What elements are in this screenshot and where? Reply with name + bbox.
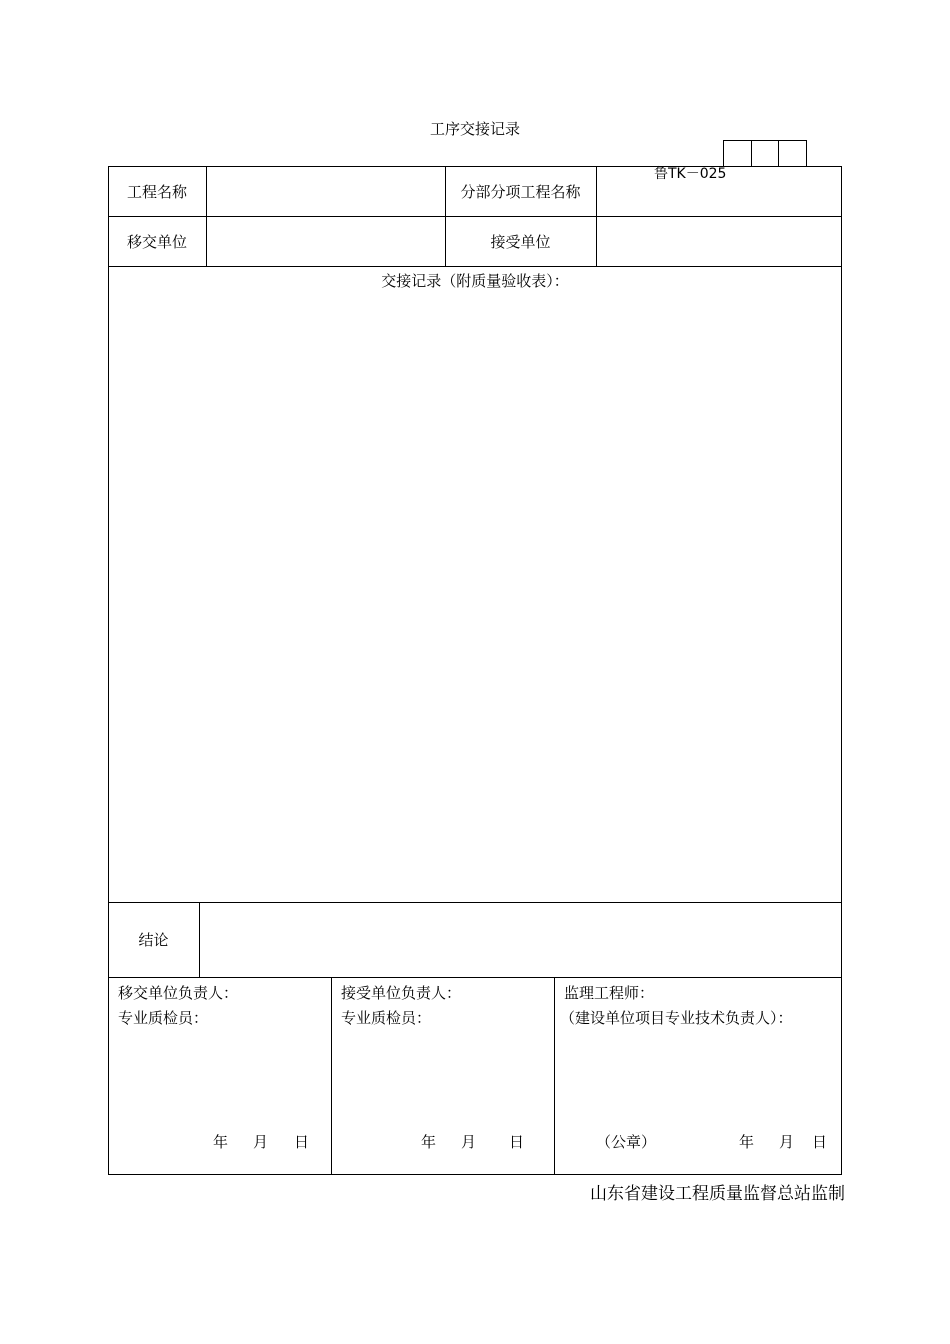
col3-year-label: 年	[739, 1133, 755, 1151]
receive-unit-field[interactable]	[597, 217, 841, 266]
transfer-unit-field[interactable]	[207, 217, 445, 266]
col1-day-label: 日	[294, 1133, 310, 1151]
transfer-quality-inspector-label: 专业质检员：	[118, 1009, 209, 1027]
table-bottom-border	[108, 1174, 842, 1175]
col3-day-label: 日	[812, 1133, 828, 1151]
sub-project-field[interactable]	[597, 167, 841, 216]
code-box-1	[723, 140, 752, 166]
transfer-unit-label: 移交单位	[126, 232, 187, 251]
signature-col-divider-1	[331, 977, 332, 1174]
document-title: 工序交接记录	[429, 120, 520, 138]
form-code: 鲁TK－025	[654, 166, 727, 182]
col3-month-label: 月	[779, 1133, 795, 1151]
col1-month-label: 月	[253, 1133, 269, 1151]
signature-col-divider-2	[554, 977, 555, 1174]
conclusion-label: 结论	[138, 931, 169, 949]
col2-year-label: 年	[421, 1133, 437, 1151]
sub-project-label: 分部分项工程名称	[460, 182, 581, 201]
row-divider-4	[108, 977, 842, 978]
receive-unit-head-label: 接受单位负责人：	[341, 984, 462, 1002]
code-box-3	[778, 140, 807, 166]
receive-quality-inspector-label: 专业质检员：	[341, 1009, 432, 1027]
owner-technical-head-label: （建设单位项目专业技术负责人）：	[560, 1009, 793, 1027]
table-right-border	[841, 166, 842, 1175]
project-name-field[interactable]	[207, 167, 445, 216]
col2-day-label: 日	[509, 1133, 525, 1151]
issuer-footer: 山东省建设工程质量监督总站监制	[590, 1184, 845, 1204]
row-divider-2	[108, 266, 842, 267]
col1-year-label: 年	[213, 1133, 229, 1151]
project-name-label: 工程名称	[126, 182, 187, 201]
supervising-engineer-label: 监理工程师：	[564, 984, 655, 1002]
handover-record-area[interactable]	[109, 292, 841, 901]
transfer-unit-head-label: 移交单位负责人：	[118, 984, 239, 1002]
col2-month-label: 月	[461, 1133, 477, 1151]
official-seal-label: （公章）	[596, 1133, 657, 1151]
conclusion-field[interactable]	[200, 903, 841, 977]
receive-unit-label: 接受单位	[490, 232, 551, 251]
handover-record-label: 交接记录（附质量验收表）：	[381, 272, 569, 290]
code-box-2	[751, 140, 779, 166]
